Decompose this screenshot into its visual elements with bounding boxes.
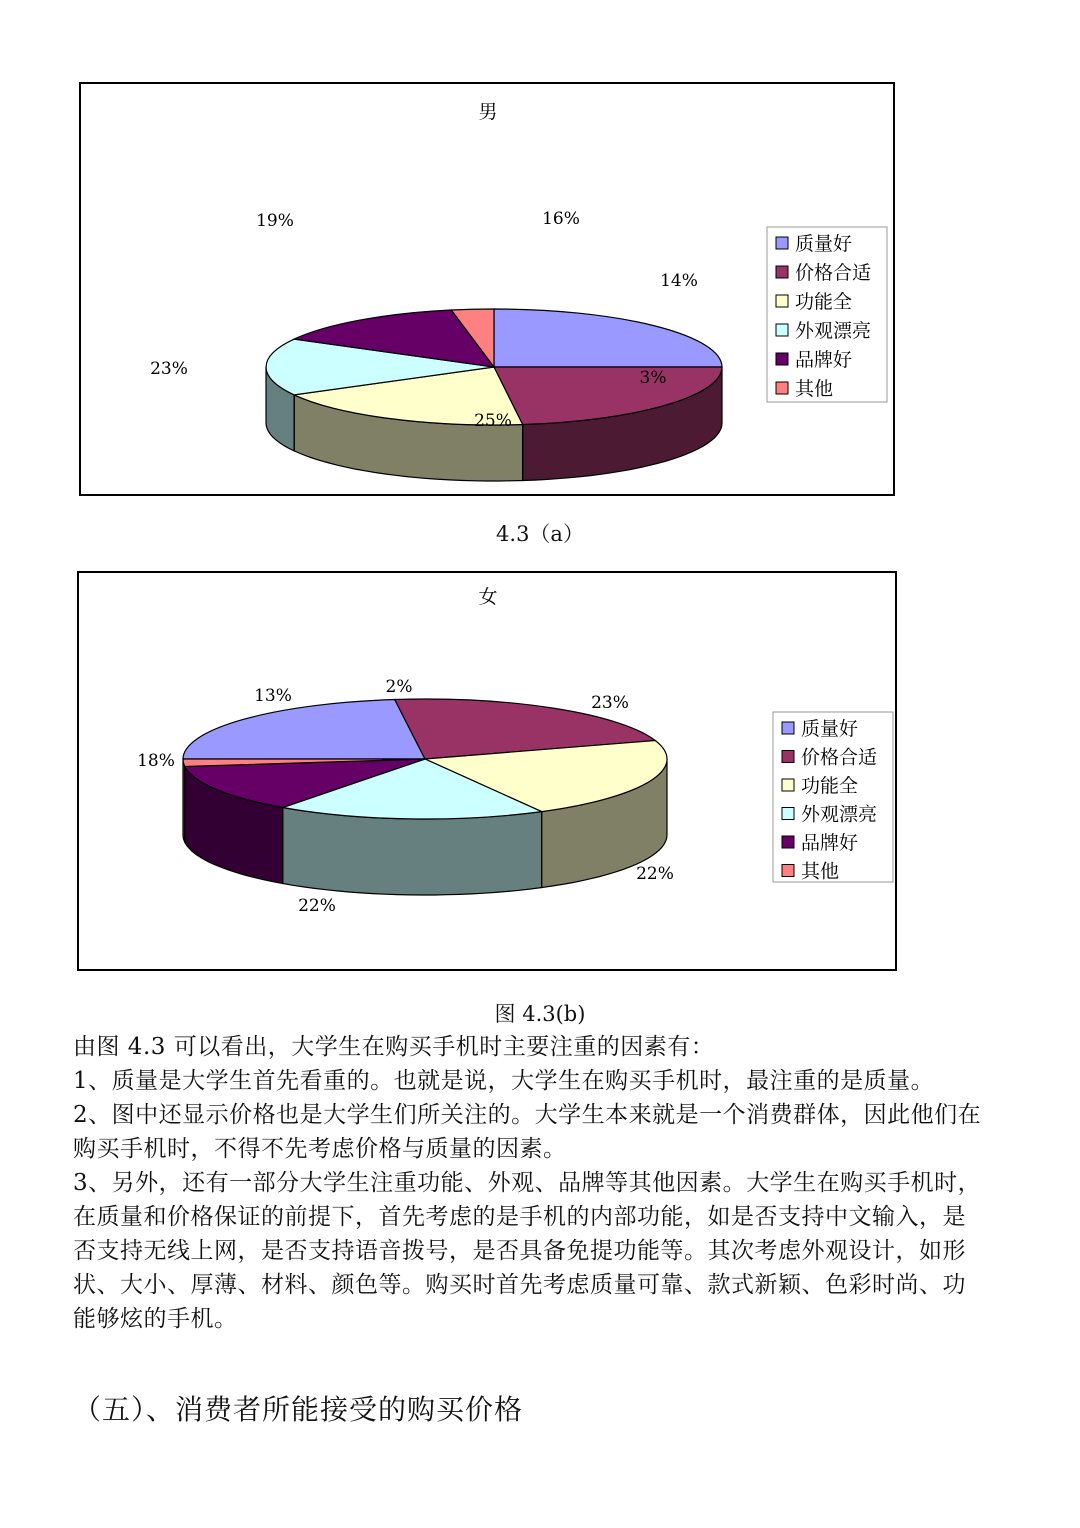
legend-swatch: [782, 779, 794, 791]
pie-top: [183, 699, 667, 819]
chart-title: 女: [478, 586, 498, 608]
legend-swatch: [782, 751, 794, 763]
caption-figure-b: 图 4.3(b): [494, 1002, 586, 1026]
legend-swatch: [782, 808, 794, 820]
caption-figure-a: 4.3（a）: [496, 522, 584, 546]
legend-swatch: [782, 836, 794, 848]
data-label: 19%: [256, 211, 294, 231]
legend-label: 品牌好: [795, 349, 853, 371]
legend-swatch: [776, 266, 788, 278]
point-3-paragraph: 3、另外，还有一部分大学生注重功能、外观、品牌等其他因素。大学生在购买手机时，在质量和价格保证的前提下，首先考虑的是手机的内部功能，如是否支持中文输入，是否支持无线上网，是否支持语音拨号，是否具备免提功能等。其次考虑外观设计，如形状、大小、厚薄、材料、颜色等。购买时首先考虑质量可靠、款式新颖、色彩时尚、功能够炫的手机。: [73, 1170, 982, 1332]
legend-label: 外观漂亮: [801, 803, 878, 826]
point-2-paragraph: 2、图中还显示价格也是大学生们所关注的。大学生本来就是一个消费群体，因此他们在购买手机时，不得不先考虑价格与质量的因素。: [73, 1102, 982, 1162]
legend-swatch: [782, 865, 794, 877]
pie-top: [266, 309, 722, 425]
data-label: 3%: [639, 368, 667, 388]
data-label: 25%: [474, 411, 512, 431]
legend-label: 外观漂亮: [795, 320, 872, 342]
point-1-paragraph: 1、质量是大学生首先看重的。也就是说，大学生在购买手机时，最注重的是质量。: [73, 1068, 935, 1094]
data-label: 18%: [137, 751, 175, 771]
legend-swatch: [776, 237, 788, 249]
intro-paragraph: 由图 4.3 可以看出，大学生在购买手机时主要注重的因素有：: [73, 1034, 715, 1060]
legend-label: 品牌好: [801, 832, 859, 854]
legend-label: 价格合适: [795, 262, 872, 284]
chart-male-frame: [79, 82, 895, 496]
data-label: 2%: [385, 677, 413, 697]
legend-swatch: [776, 324, 788, 336]
chart-male: [81, 84, 897, 498]
pie-slice-质量好: [183, 700, 425, 760]
legend-swatch: [776, 382, 788, 394]
data-label: 14%: [660, 271, 698, 291]
legend-swatch: [782, 722, 794, 734]
pie-slice-质量好: [494, 309, 722, 367]
legend-swatch: [776, 353, 788, 365]
legend-label: 功能全: [795, 291, 853, 313]
data-label: 13%: [254, 686, 292, 706]
data-label: 22%: [636, 864, 674, 884]
legend-label: 质量好: [801, 718, 859, 740]
legend-label: 功能全: [801, 775, 859, 797]
data-label: 22%: [298, 896, 336, 916]
legend-label: 质量好: [795, 233, 853, 255]
chart-female: [79, 573, 899, 973]
legend-label: 价格合适: [801, 746, 878, 769]
legend-label: 其他: [801, 860, 840, 883]
legend-swatch: [776, 295, 788, 307]
chart-title: 男: [478, 101, 498, 123]
chart-legend: [773, 712, 893, 883]
data-label: 23%: [591, 693, 629, 713]
analysis-text: [73, 1030, 989, 1336]
data-label: 23%: [150, 359, 188, 379]
legend-label: 其他: [795, 378, 834, 400]
chart-female-frame: [77, 571, 897, 971]
data-label: 16%: [542, 209, 580, 229]
chart-legend: [767, 227, 887, 402]
section-heading: （五）、消费者所能接受的购买价格: [73, 1393, 524, 1426]
pie-side-外观漂亮: [283, 808, 542, 896]
